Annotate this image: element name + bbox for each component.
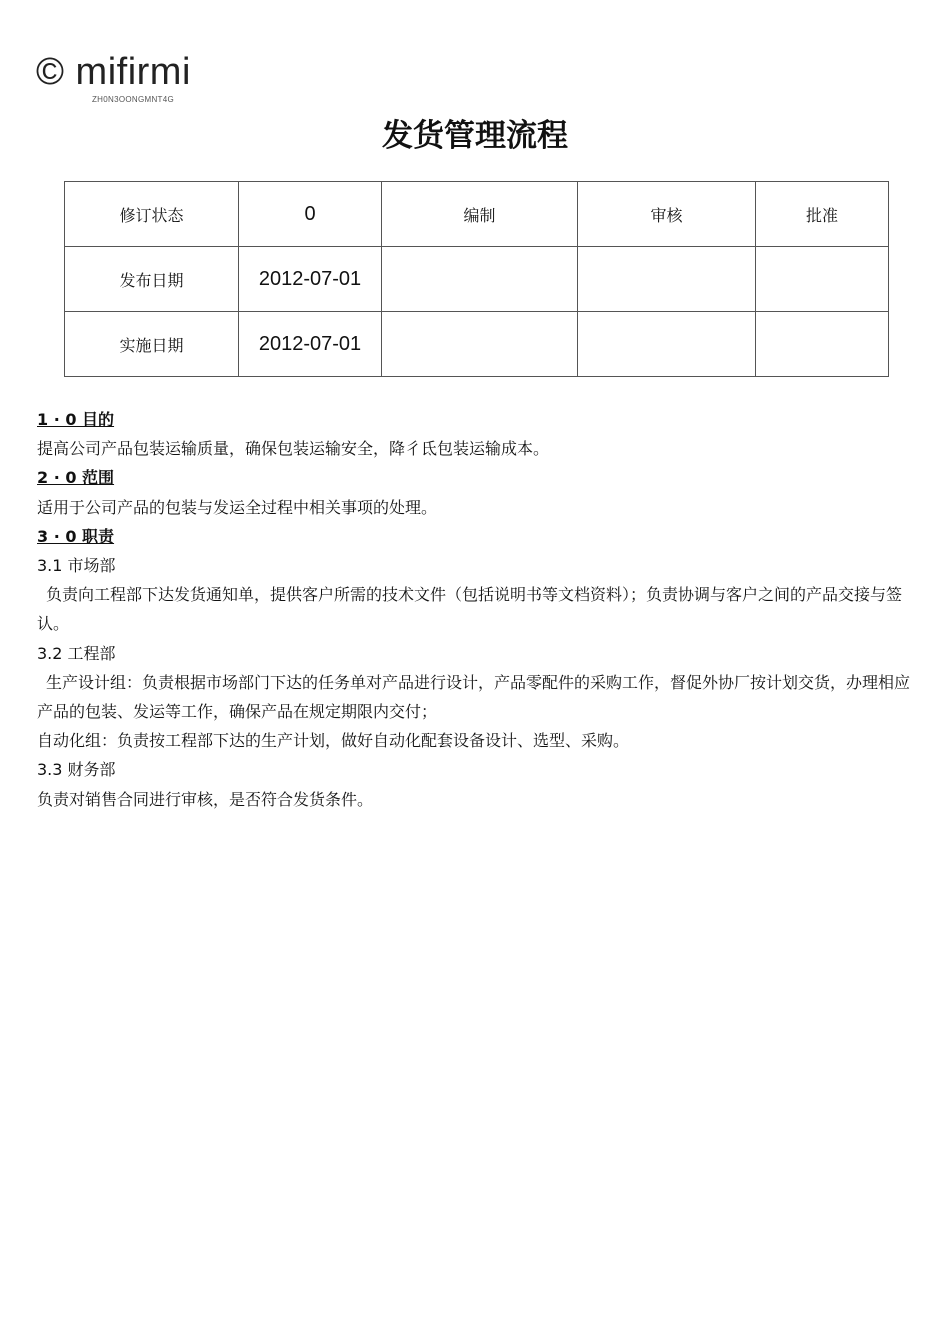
revision-status-value: 0 — [239, 182, 382, 247]
logo-mark: © mifirmi — [36, 51, 191, 93]
subsection-text-automation: 自动化组：负责按工程部下达的生产计划，做好自动化配套设备设计、选型、采购。 — [37, 731, 630, 751]
logo-subtext: ZH0N3OONGMNT4G — [92, 95, 174, 104]
section-heading-responsibilities: 3 · 0 职责 — [37, 526, 115, 546]
subsection-text-marketing: 负责向工程部下达发货通知单，提供客户所需的技术文件（包括说明书等文档资料）；负责协调与客户之间的产品交接与签认。 — [37, 585, 903, 634]
reviewed-by-cell — [578, 312, 756, 377]
row-label-revision-status: 修订状态 — [65, 182, 239, 247]
prepared-by-cell — [382, 247, 578, 312]
row-label-release-date: 发布日期 — [65, 247, 239, 312]
subsection-heading-engineering: 3.2 工程部 — [37, 643, 116, 663]
section-heading-purpose: 1 · 0 目的 — [37, 410, 115, 429]
document-body — [37, 405, 917, 814]
table-row — [65, 182, 889, 247]
effective-date-value: 2012-07-01 — [239, 312, 382, 377]
header-prepared-by: 编制 — [382, 182, 578, 247]
revision-table — [64, 181, 889, 377]
approved-by-cell — [756, 247, 889, 312]
table-row — [65, 247, 889, 312]
subsection-heading-marketing: 3.1 市场部 — [37, 556, 116, 576]
section-text-purpose: 提高公司产品包装运输质量，确保包装运输安全，降彳氐包装运输成本。 — [37, 439, 550, 459]
subsection-heading-finance: 3.3 财务部 — [37, 760, 116, 780]
header-approved-by: 批准 — [756, 182, 889, 247]
prepared-by-cell — [382, 312, 578, 377]
row-label-effective-date: 实施日期 — [65, 312, 239, 377]
subsection-text-finance: 负责对销售合同进行审核，是否符合发货条件。 — [37, 789, 374, 809]
section-heading-scope: 2 · 0 范围 — [37, 468, 115, 488]
company-logo — [36, 50, 236, 110]
release-date-value: 2012-07-01 — [239, 247, 382, 312]
header-reviewed-by: 审核 — [578, 182, 756, 247]
document-title: 发货管理流程 — [382, 118, 568, 154]
table-row — [65, 312, 889, 377]
subsection-text-production-design: 生产设计组：负责根据市场部门下达的任务单对产品进行设计，产品零配件的采购工作，督促外协厂按计划交货，办理相应产品的包装、发运等工作，确保产品在规定期限内交付； — [37, 672, 911, 722]
approved-by-cell — [756, 312, 889, 377]
section-text-scope: 适用于公司产品的包装与发运全过程中相关事项的处理。 — [37, 497, 438, 517]
reviewed-by-cell — [578, 247, 756, 312]
